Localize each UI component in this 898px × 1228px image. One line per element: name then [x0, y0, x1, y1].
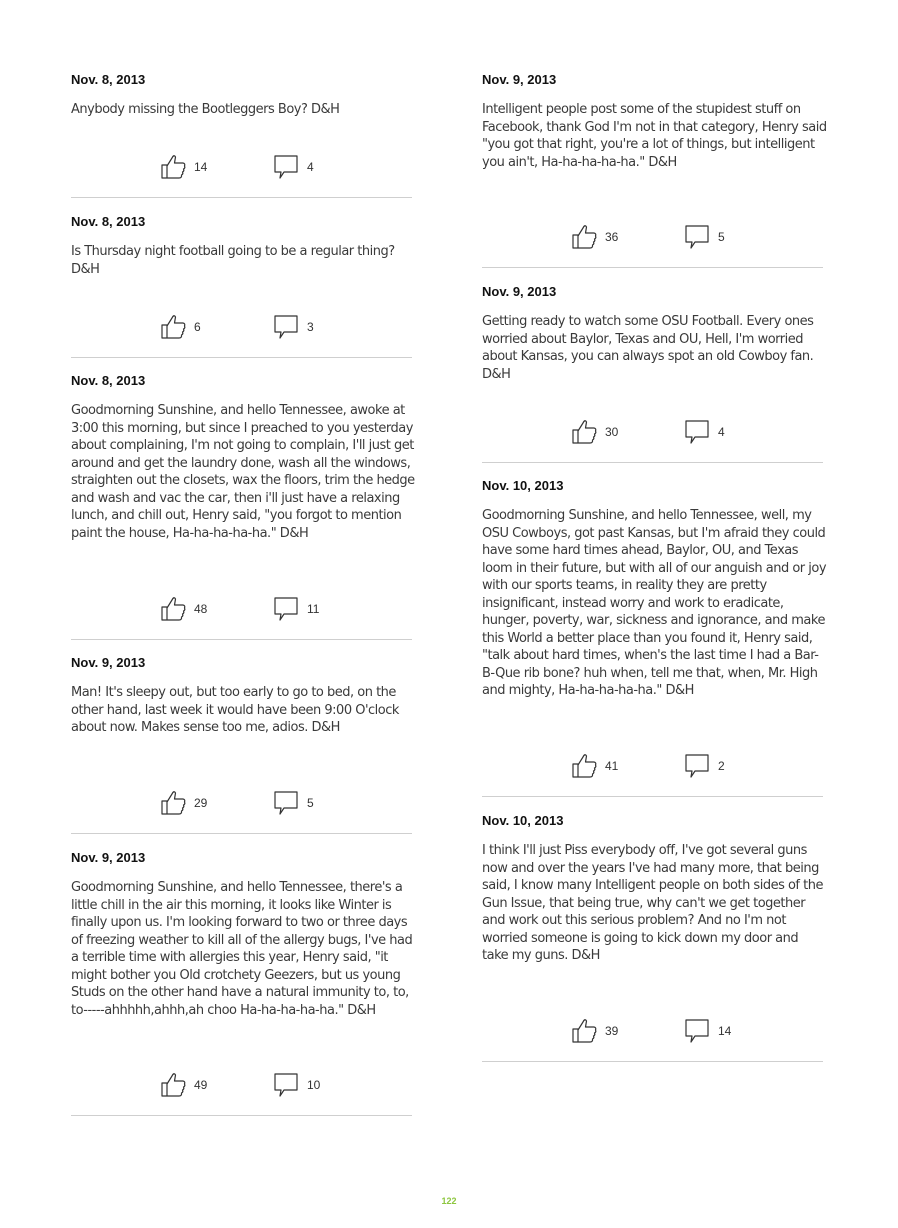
- divider: [71, 639, 412, 640]
- post-text: I think I'll just Piss everybody off, I've got several guns now and over the years I've had many more, that being said, I know many Intelligent people on both sides of the Gun Issue, that being true, why can't we get together and work out this serious problem? And no I'm not worried someone is going to kick down my door and take my guns. D&H: [482, 843, 823, 963]
- thumbs-up-icon: [160, 790, 188, 816]
- post-text: Intelligent people post some of the stupidest stuff on Facebook, thank God I'm not in that category, Henry said "you got that right, you're a lot of things, but intelligent you ain't, Ha-ha-ha-ha-ha." D&H: [482, 102, 827, 170]
- speech-bubble-icon: [685, 224, 713, 250]
- divider: [71, 833, 412, 834]
- comment-count: 14: [718, 1024, 732, 1038]
- speech-bubble-icon: [274, 154, 302, 180]
- post-date: Nov. 9, 2013: [482, 72, 557, 87]
- thumbs-up-icon: [160, 154, 188, 180]
- speech-bubble-icon: [685, 1018, 713, 1044]
- divider: [482, 267, 823, 268]
- post-date: Nov. 8, 2013: [71, 72, 146, 87]
- thumbs-up-icon: [160, 314, 188, 340]
- post-date: Nov. 8, 2013: [71, 373, 146, 388]
- like-count: 36: [605, 230, 619, 244]
- post-text: Goodmorning Sunshine, and hello Tennessee, there's a little chill in the air this morning, it looks like Winter is finally upon us. I'm looking forward to two or three days of freezing weather to kill all of the allergy bugs, I've had a terrible time with allergies this year, Henry said, "it might bother you Old crotchety Geezers, but us young Studs on the other hand have a natural immunity to, to, to-----ahhhhh,ahhh,ah choo Ha-ha-ha-ha-ha." D&H: [71, 880, 413, 1018]
- post-text: Goodmorning Sunshine, and hello Tennessee, well, my OSU Cowboys, got past Kansas, but I'm afraid they could have some hard times ahead, Baylor, OU, and Texas loom in their future, but with all of our anguish and or joy with our sports teams, in reality they are pretty insignificant, instead worry and work to eradicate, hunger, poverty, war, sickness and ignorance, and make this World a better place than you found it, Henry said, "talk about hard times, when's the last time I had a Bar-B-Que rib bone? huh when, tell me that, when, Mr. High and mighty, Ha-ha-ha-ha-ha." D&H: [482, 508, 827, 698]
- comment-count: 2: [718, 759, 725, 773]
- comment-count: 10: [307, 1078, 321, 1092]
- like-count: 6: [194, 320, 201, 334]
- post-date: Nov. 9, 2013: [71, 655, 146, 670]
- speech-bubble-icon: [274, 1072, 302, 1098]
- like-count: 49: [194, 1078, 208, 1092]
- comment-count: 3: [307, 320, 314, 334]
- like-count: 39: [605, 1024, 619, 1038]
- like-count: 48: [194, 602, 208, 616]
- divider: [482, 462, 823, 463]
- divider: [482, 796, 823, 797]
- post-date: Nov. 8, 2013: [71, 214, 146, 229]
- post-text: Anybody missing the Bootleggers Boy? D&H: [71, 102, 340, 117]
- divider: [71, 357, 412, 358]
- post-date: Nov. 10, 2013: [482, 813, 564, 828]
- thumbs-up-icon: [571, 1018, 599, 1044]
- thumbs-up-icon: [571, 224, 599, 250]
- thumbs-up-icon: [160, 596, 188, 622]
- post-text: Goodmorning Sunshine, and hello Tennessee, awoke at 3:00 this morning, but since I preached to you yesterday about complaining, I'm not going to complain, I'll just get around and get the laundry done, wash all the windows, straighten out the closets, wax the floors, trim the hedge and wash and vac the car, then i'll just have a relaxing lunch, and chill out, Henry said, "you forgot to mention paint the house, Ha-ha-ha-ha-ha." D&H: [71, 403, 415, 541]
- comment-count: 5: [718, 230, 725, 244]
- post-date: Nov. 9, 2013: [71, 850, 146, 865]
- like-count: 30: [605, 425, 619, 439]
- thumbs-up-icon: [160, 1072, 188, 1098]
- post-date: Nov. 10, 2013: [482, 478, 564, 493]
- comment-count: 11: [307, 602, 320, 616]
- page-number: 122: [441, 1196, 457, 1206]
- comment-count: 4: [307, 160, 314, 174]
- post-text: Man! It's sleepy out, but too early to go to bed, on the other hand, last week it would have been 9:00 O'clock about now. Makes sense too me, adios. D&H: [71, 685, 399, 735]
- like-count: 14: [194, 160, 208, 174]
- speech-bubble-icon: [274, 596, 302, 622]
- speech-bubble-icon: [274, 790, 302, 816]
- divider: [71, 197, 412, 198]
- comment-count: 5: [307, 796, 314, 810]
- thumbs-up-icon: [571, 419, 599, 445]
- speech-bubble-icon: [685, 419, 713, 445]
- thumbs-up-icon: [571, 753, 599, 779]
- speech-bubble-icon: [685, 753, 713, 779]
- divider: [482, 1061, 823, 1062]
- post-text: Getting ready to watch some OSU Football. Every ones worried about Baylor, Texas and OU, Hell, I'm worried about Kansas, you can always spot an old Cowboy fan. D&H: [482, 314, 814, 382]
- comment-count: 4: [718, 425, 725, 439]
- like-count: 41: [605, 759, 619, 773]
- post-date: Nov. 9, 2013: [482, 284, 557, 299]
- speech-bubble-icon: [274, 314, 302, 340]
- divider: [71, 1115, 412, 1116]
- post-text: Is Thursday night football going to be a regular thing? D&H: [71, 244, 395, 277]
- like-count: 29: [194, 796, 208, 810]
